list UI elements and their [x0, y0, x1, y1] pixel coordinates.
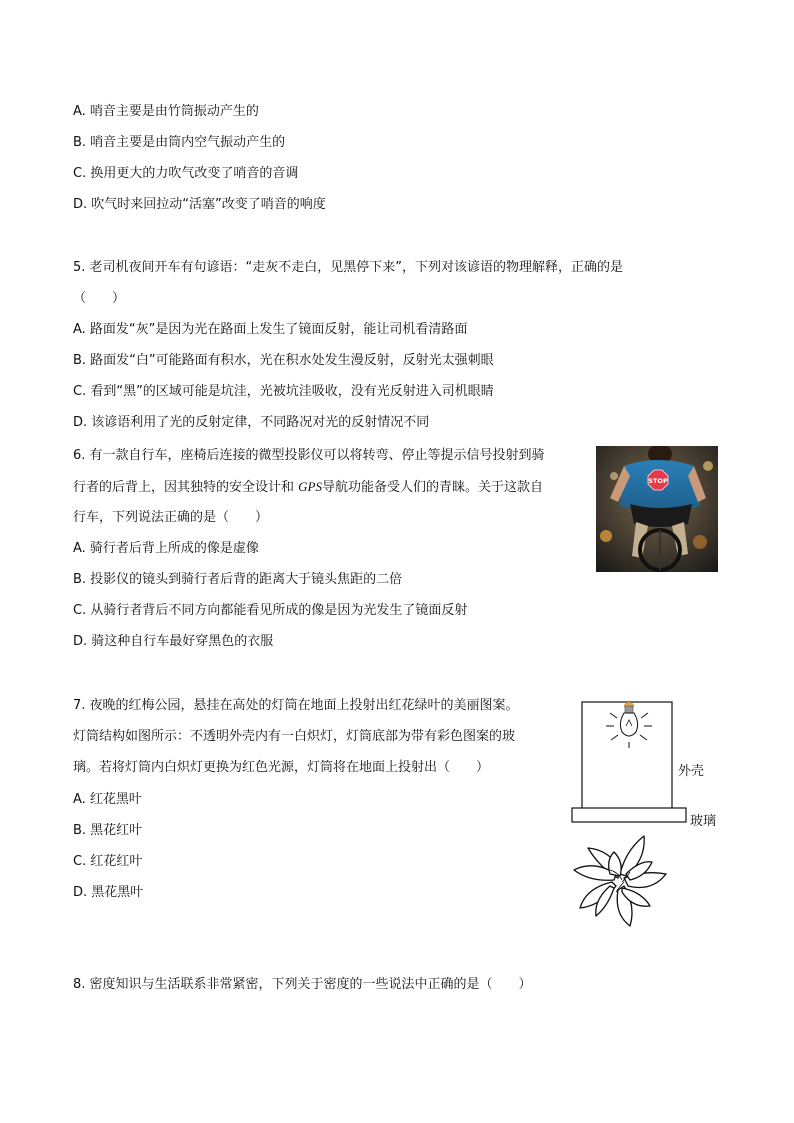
q6-option-b: B. 投影仪的镜头到骑行者后背的距离大于镜头焦距的二倍 [73, 572, 403, 587]
q5-option-c: C. 看到“黑”的区域可能是坑洼，光被坑洼吸收，没有光反射进入司机眼睛 [73, 384, 494, 399]
q5-option-d: D. 该谚语利用了光的反射定律，不同路况对光的反射情况不同 [73, 415, 430, 430]
q5-answer-paren: （ ） [73, 291, 126, 306]
q6-stem-line2 [73, 478, 543, 497]
q6-gps-term: GPS [298, 479, 322, 494]
q7-stem-line3: 璃。若将灯筒内白炽灯更换为红色光源，灯筒将在地面上投射出（ ） [73, 760, 490, 775]
q6-stem-line2-part1: 行者的后背上，因其独特的安全设计和 [73, 480, 299, 495]
cyclist-projection-photo [596, 446, 718, 572]
q4-option-b: B. 哨音主要是由筒内空气振动产生的 [73, 135, 286, 150]
q7-stem-line2: 灯筒结构如图所示：不透明外壳内有一白炽灯，灯筒底部为带有彩色图案的玻 [73, 729, 516, 744]
q5-stem: 5. 老司机夜间开车有句谚语：“走灰不走白，见黑停下来”，下列对该谚语的物理解释，正确的是 [73, 260, 624, 275]
q4-option-c: C. 换用更大的力吹气改变了哨音的音调 [73, 166, 299, 181]
stop-sign-text: STOP [648, 477, 668, 485]
q6-option-d: D. 骑这种自行车最好穿黑色的衣服 [73, 634, 274, 649]
q8-stem: 8. 密度知识与生活联系非常紧密，下列关于密度的一些说法中正确的是（ ） [73, 977, 532, 992]
q7-option-c: C. 红花红叶 [73, 854, 143, 869]
q6-stem-line2-part2: 导航功能备受人们的青睐。关于这款自 [321, 480, 543, 495]
q5-option-a: A. 路面发“灰”是因为光在路面上发生了镜面反射，能让司机看清路面 [73, 322, 468, 337]
flower-pattern-drawing [570, 830, 670, 930]
label-outer-shell: 外壳 [678, 764, 705, 779]
q6-option-a: A. 骑行者后背上所成的像是虚像 [73, 541, 259, 556]
q6-stem-line1: 6. 有一款自行车，座椅后连接的微型投影仪可以将转弯、停止等提示信号投射到骑 [73, 448, 545, 463]
lamp-tube-diagram [568, 696, 728, 832]
q7-option-b: B. 黑花红叶 [73, 823, 143, 838]
q7-stem-line1: 7. 夜晚的红梅公园，悬挂在高处的灯筒在地面上投射出红花绿叶的美丽图案。 [73, 698, 519, 713]
label-glass: 玻璃 [690, 814, 717, 829]
q7-option-a: A. 红花黑叶 [73, 792, 142, 807]
q5-option-b: B. 路面发“白”可能路面有积水，光在积水处发生漫反射，反射光太强刺眼 [73, 353, 494, 368]
q7-option-d: D. 黑花黑叶 [73, 885, 144, 900]
q6-option-c: C. 从骑行者背后不同方向都能看见所成的像是因为光发生了镜面反射 [73, 603, 468, 618]
q4-option-d: D. 吹气时来回拉动“活塞”改变了哨音的响度 [73, 197, 326, 212]
q6-stem-line3: 行车，下列说法正确的是（ ） [73, 510, 269, 525]
q4-option-a: A. 哨音主要是由竹筒振动产生的 [73, 104, 259, 119]
